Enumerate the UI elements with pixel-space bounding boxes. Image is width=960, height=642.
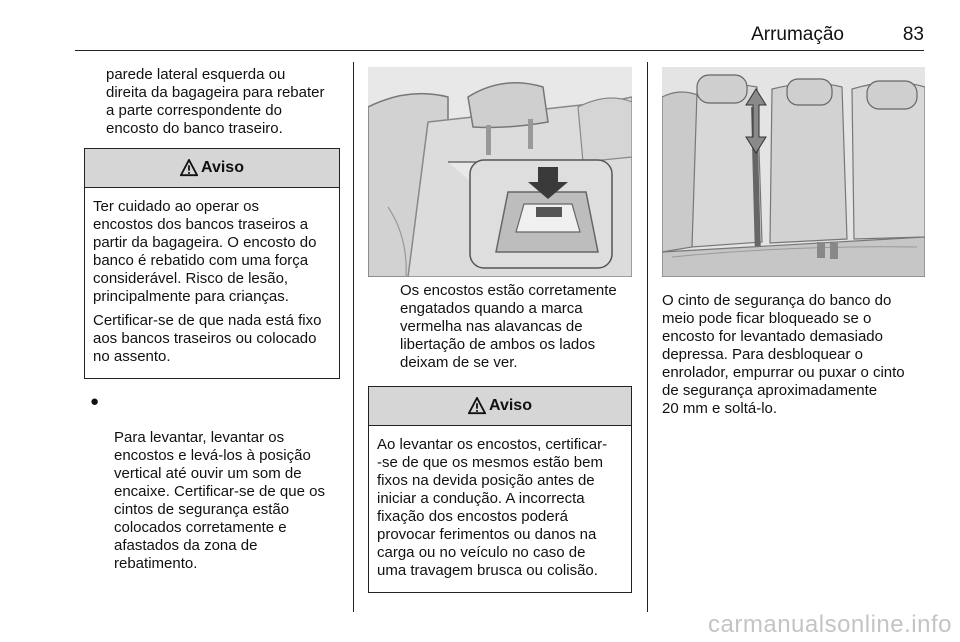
intro-paragraph: parede lateral esquerda ou direita da bagageira para rebater a parte correspondente do encosto do banco traseiro.	[106, 66, 325, 137]
warning-title: Aviso	[201, 159, 244, 176]
column-divider-2	[647, 62, 648, 612]
warning-text-2: Certificar-se de que nada está fixo aos bancos traseiros ou colocado no assento.	[93, 312, 322, 365]
warning-title-2: Aviso	[489, 397, 532, 414]
bullet-dot: ●	[90, 393, 100, 410]
warning-2-text: Ao levantar os encostos, certificar- -se de que os mesmos estão bem fixos na devida posição antes de iniciar a condução. A incorrecta fixação dos encostos poderá provocar ferimentos ou danos na carga ou no veículo no caso de uma travagem brusca ou colisão.	[377, 436, 608, 579]
column-1	[84, 62, 340, 573]
warning-text-1: Ter cuidado ao operar os encostos dos bancos traseiros a partir da bagageira. O encosto do banco é rebatido com uma força considerável. Risco de lesão, principalmente para crianças.	[93, 198, 317, 305]
warning-title-bar	[85, 149, 339, 188]
warning-box-1	[84, 148, 340, 379]
figure-rear-bench-seatbelt	[662, 67, 925, 277]
warning-triangle-icon	[180, 159, 198, 177]
warning-box-2	[368, 386, 632, 593]
warning-title-bar-2	[369, 387, 631, 426]
column-2	[368, 282, 632, 593]
column-divider-1	[353, 62, 354, 612]
bullet-text: Para levantar, levantar os encostos e levá-los à posição vertical até ouvir um som de encaixe. Certificar-se de que os cintos de segurança estão colocados corretamente e afastados da zona de rebatimento.	[114, 429, 325, 572]
section-title: Arrumação	[751, 24, 844, 45]
figure-seatback-latch	[368, 67, 632, 277]
bullet-item	[84, 393, 340, 573]
figure-1-caption: Os encostos estão corretamente engatados quando a marca vermelha nas alavancas de libertação de ambos os lados deixam de se ver.	[400, 282, 617, 371]
figure-2-caption: O cinto de segurança do banco do meio pode ficar bloqueado se o encosto for levantado demasiado depressa. Para desbloquear o enrolador, empurrar ou puxar o cinto de segurança aproximadamente 20 mm e soltá-lo.	[662, 292, 905, 417]
warning-triangle-icon	[468, 397, 486, 415]
page-number: 83	[902, 24, 924, 45]
page-header	[75, 24, 924, 51]
column-3	[662, 292, 932, 418]
watermark: carmanualsonline.info	[708, 611, 952, 638]
